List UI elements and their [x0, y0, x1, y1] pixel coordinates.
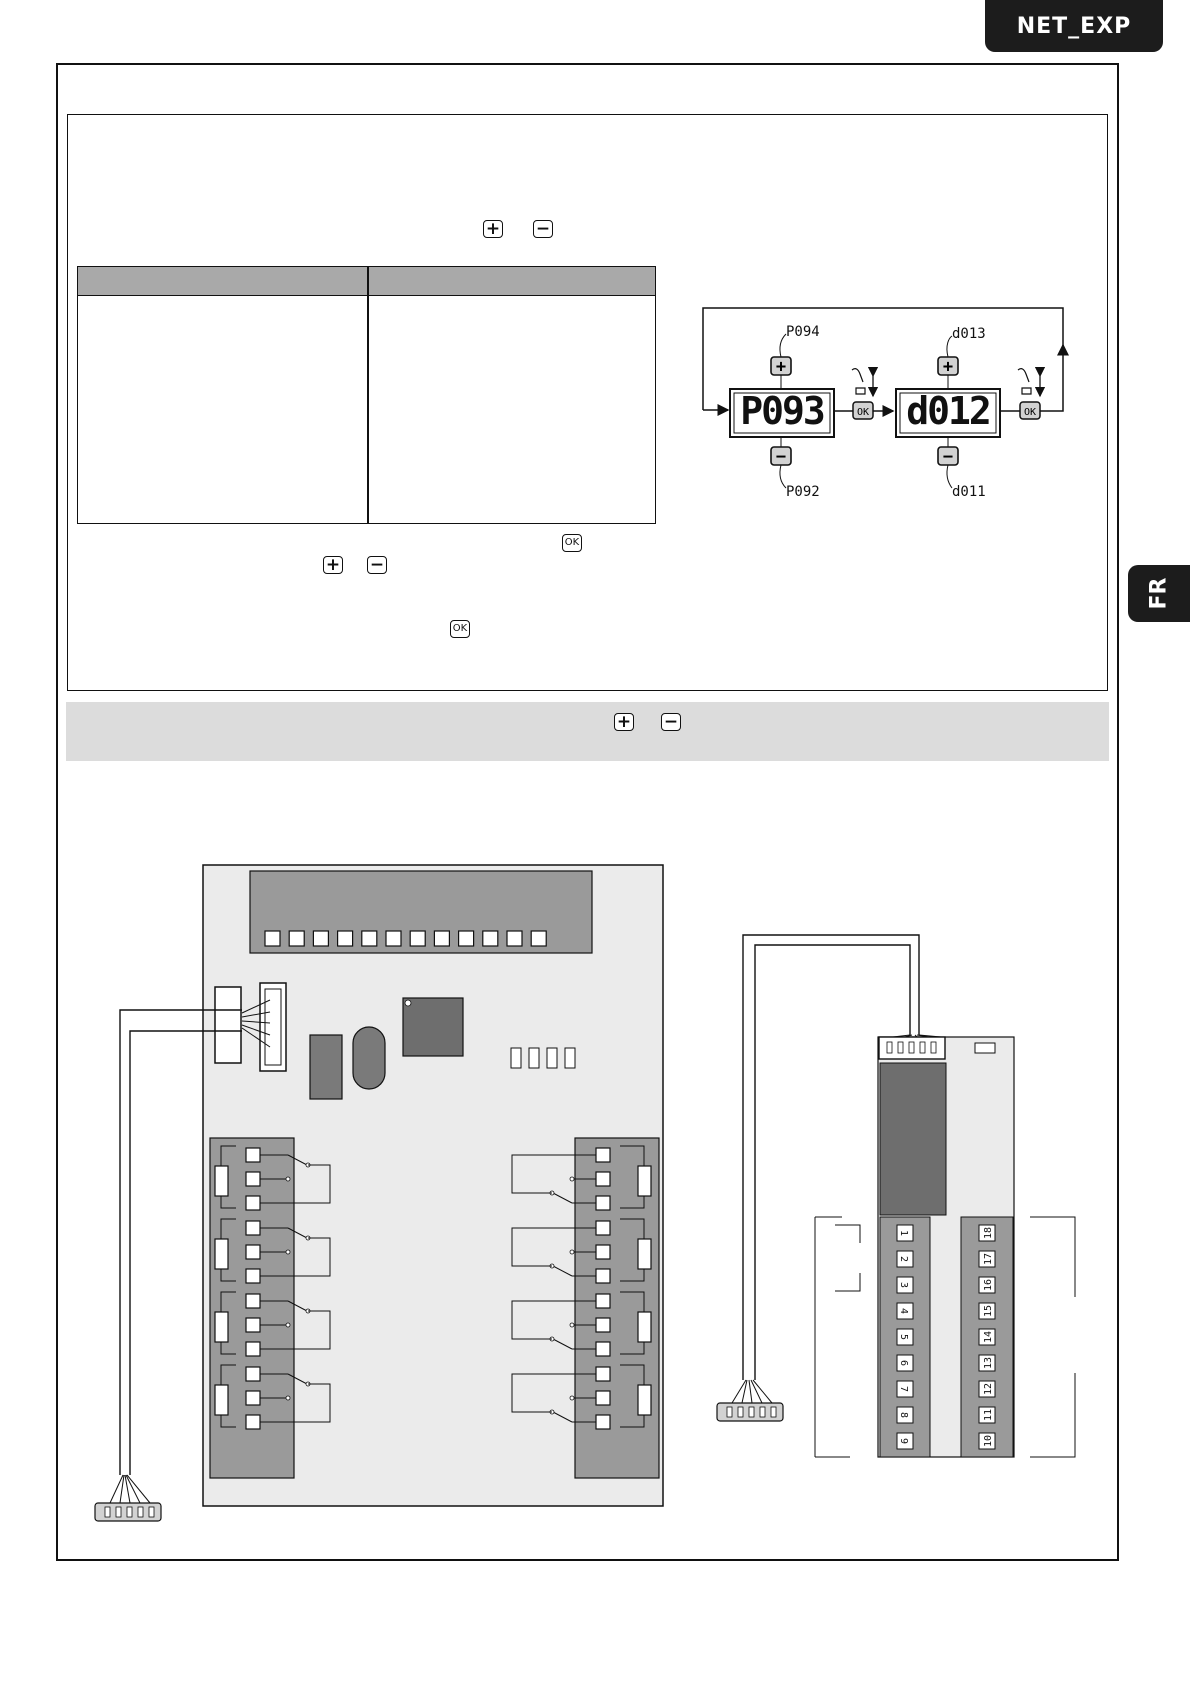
- terminal-number: 5: [898, 1333, 909, 1341]
- terminal-latch: [638, 1239, 651, 1269]
- svg-text:OK: OK: [856, 407, 870, 418]
- relay-terminal: [246, 1221, 260, 1235]
- minus-button-icon: −: [367, 556, 387, 574]
- svg-text:+: +: [942, 357, 954, 377]
- plus-button-icon: +: [323, 556, 343, 574]
- relay-terminal: [246, 1367, 260, 1381]
- crystal-oscillator: [353, 1027, 385, 1089]
- terminal-number: 12: [983, 1382, 994, 1396]
- note-band: [66, 702, 1109, 761]
- svg-text:OK: OK: [1023, 407, 1037, 418]
- terminal-number: 7: [898, 1385, 909, 1393]
- relay-terminal: [596, 1294, 610, 1308]
- terminal-number: 9: [898, 1437, 909, 1445]
- relay-terminal: [596, 1172, 610, 1186]
- terminal-latch: [638, 1385, 651, 1415]
- relay-terminal: [596, 1221, 610, 1235]
- terminal-screw: [483, 931, 498, 946]
- table-column-divider: [367, 267, 369, 523]
- terminal-screw: [313, 931, 328, 946]
- section-tab-label: NET_EXP: [1016, 13, 1132, 39]
- svg-text:+: +: [775, 357, 787, 377]
- terminal-number: 18: [983, 1226, 994, 1240]
- connector-pin: [920, 1042, 925, 1053]
- value-next-label: d013: [952, 326, 986, 342]
- terminal-screw: [531, 931, 546, 946]
- relay-terminal: [596, 1391, 610, 1405]
- relay-terminal: [246, 1269, 260, 1283]
- relay-terminal: [596, 1148, 610, 1162]
- terminal-latch: [215, 1239, 228, 1269]
- relay-terminal: [596, 1269, 610, 1283]
- connector-pin: [898, 1042, 903, 1053]
- terminal-number: 15: [983, 1304, 994, 1318]
- relay-terminal: [246, 1391, 260, 1405]
- param-next-label: P094: [786, 324, 820, 340]
- terminal-screw: [265, 931, 280, 946]
- relay-terminal: [246, 1245, 260, 1259]
- terminal-latch: [638, 1166, 651, 1196]
- terminal-screw: [459, 931, 474, 946]
- terminal-screw: [410, 931, 425, 946]
- svg-text:−: −: [775, 447, 787, 467]
- parameter-table: [77, 266, 656, 524]
- terminal-latch: [215, 1385, 228, 1415]
- terminal-number: 4: [898, 1307, 909, 1315]
- press-hand-icon: [852, 369, 865, 394]
- relay-terminal: [596, 1196, 610, 1210]
- terminal-number: 16: [983, 1278, 994, 1292]
- relay-terminal: [246, 1148, 260, 1162]
- board-connector: [215, 987, 241, 1063]
- terminal-number: 11: [983, 1408, 994, 1422]
- terminal-screw: [386, 931, 401, 946]
- connector-pin: [931, 1042, 936, 1053]
- relay-terminal: [246, 1172, 260, 1186]
- relay-terminal: [246, 1318, 260, 1332]
- ok-button-icon: OK: [562, 534, 582, 552]
- expansion-board-diagram: [85, 855, 675, 1535]
- relay-terminal: [246, 1196, 260, 1210]
- menu-navigation-diagram: [690, 300, 1080, 510]
- minus-button-icon: −: [533, 220, 553, 238]
- terminal-number: 13: [983, 1356, 994, 1370]
- terminal-number: 14: [983, 1330, 994, 1344]
- terminal-number: 6: [898, 1359, 909, 1367]
- relay-terminal: [246, 1342, 260, 1356]
- connector-pin: [909, 1042, 914, 1053]
- terminal-screw: [434, 931, 449, 946]
- control-unit-diagram: [710, 925, 1090, 1525]
- plus-button-icon: +: [614, 713, 634, 731]
- terminal-latch: [638, 1312, 651, 1342]
- relay-terminal: [596, 1318, 610, 1332]
- ok-button-icon: OK: [450, 620, 470, 638]
- terminal-number: 1: [898, 1229, 909, 1237]
- terminal-number: 2: [898, 1255, 909, 1263]
- component-chip: [310, 1035, 342, 1099]
- display-main-text: P093: [740, 389, 824, 433]
- terminal-latch: [215, 1166, 228, 1196]
- terminal-latch: [215, 1312, 228, 1342]
- value-prev-label: d011: [952, 484, 986, 500]
- terminal-number: 8: [898, 1411, 909, 1419]
- plus-button-icon: +: [483, 220, 503, 238]
- language-tab: [1128, 565, 1190, 622]
- terminal-screw: [289, 931, 304, 946]
- connector-pin: [887, 1042, 892, 1053]
- svg-text:−: −: [942, 447, 954, 467]
- terminal-screw: [507, 931, 522, 946]
- terminal-screw: [338, 931, 353, 946]
- relay-terminal: [246, 1294, 260, 1308]
- unit-display-panel: [880, 1063, 946, 1215]
- relay-terminal: [596, 1367, 610, 1381]
- terminal-number: 3: [898, 1281, 909, 1289]
- language-tab-label: FR: [1146, 577, 1172, 610]
- relay-terminal: [596, 1342, 610, 1356]
- terminal-screw: [362, 931, 377, 946]
- terminal-number: 17: [983, 1252, 994, 1266]
- relay-terminal: [596, 1415, 610, 1429]
- relay-terminal: [246, 1415, 260, 1429]
- param-prev-label: P092: [786, 484, 820, 500]
- press-hand-icon: [1018, 369, 1031, 394]
- display-value-text: d012: [906, 389, 990, 433]
- minus-button-icon: −: [661, 713, 681, 731]
- relay-terminal: [596, 1245, 610, 1259]
- section-tab: [985, 0, 1163, 52]
- microcontroller-chip: [403, 998, 463, 1056]
- terminal-number: 10: [983, 1434, 994, 1448]
